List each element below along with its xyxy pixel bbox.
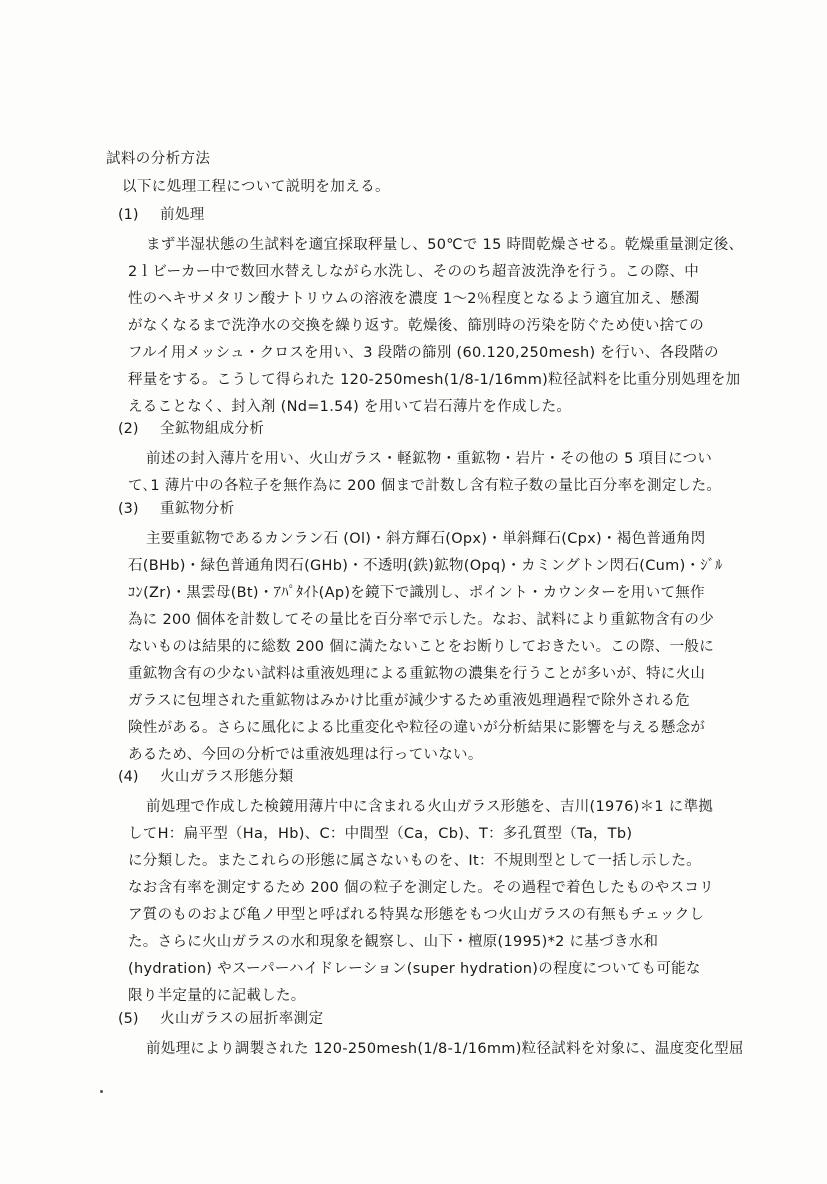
section-1-line: 秤量をする。こうして得られた 120-250mesh(1/8-1/16mm)粒径試料を比重分別処理を加 [128, 372, 741, 388]
section-4-line: してH：扁平型（Ha，Hb)、C：中間型（Ca，Cb)、T：多孔質型（Ta，Tb) [128, 826, 633, 842]
section-4-line: なお含有率を測定するため 200 個の粒子を測定した。その過程で着色したものやスコリ [128, 880, 714, 896]
section-3-line: ｺﾝ(Zr)・黒雲母(Bt)・ｱﾊﾟﾀｲﾄ(Ap)を鏡下で識別し、ポイント・カウンターを用いて無作 [128, 585, 705, 601]
section-4-number: (4) [118, 769, 139, 785]
section-3-line: 険性がある。さらに風化による比重変化や粒径の違いが分析結果に影響を与える懸念が [128, 720, 706, 736]
section-5-body [128, 1036, 744, 1063]
section-4-line: た。さらに火山ガラスの水和現象を観察し、山下・檀原(1995)*2 に基づき水和 [128, 934, 659, 950]
section-3-number: (3) [118, 501, 139, 517]
section-4-line: (hydration) やスーパーハイドレーション(super hydration)の程度についても可能な [128, 961, 701, 977]
section-4-line: に分類した。またこれらの形態に属さないものを、It：不規則型として一括し示した。 [128, 853, 701, 869]
section-1-line: 性のヘキサメタリン酸ナトリウムの溶液を濃度 1～2％程度となるよう適宜加え、懸濁 [128, 291, 700, 307]
section-2-body [128, 446, 722, 500]
section-1-line: がなくなるまで洗浄水の交換を繰り返す。乾燥後、篩別時の汚染を防ぐため使い捨ての [128, 318, 705, 334]
section-3-line: 石(BHb)・緑色普通角閃石(GHb)・不透明(鉄)鉱物(Opq)・カミングトン閃石(Cum)・ｼﾞﾙ [128, 558, 723, 574]
section-2-title: 全鉱物組成分析 [160, 421, 265, 437]
section-1-title: 前処理 [160, 207, 205, 223]
section-5-line: 前処理により調製された 120-250mesh(1/8-1/16mm)粒径試料を対象に、温度変化型屈 [146, 1041, 744, 1057]
section-3-title: 重鉱物分析 [160, 501, 235, 517]
section-2-line: 前述の封入薄片を用い、火山ガラス・軽鉱物・重鉱物・岩片・その他の 5 項目につい [146, 451, 713, 467]
section-4-line: ア質のものおよび亀ノ甲型と呼ばれる特異な形態をもつ火山ガラスの有無もチェックし [128, 907, 705, 923]
section-4-line: 前処理で作成した検鏡用薄片中に含まれる火山ガラス形態を、吉川(1976)＊1 に準拠 [146, 799, 714, 815]
section-5-number: (5) [118, 1011, 139, 1027]
section-2-number: (2) [118, 421, 139, 437]
section-4-body [128, 794, 714, 1010]
section-1-number: (1) [118, 207, 139, 223]
section-1-line: 2ｌビーカー中で数回水替えしながら水洗し、そののち超音波洗浄を行う。この際、中 [128, 264, 700, 280]
section-3-body [128, 526, 723, 769]
section-1-body [128, 232, 744, 421]
section-3-line: ガラスに包埋された重鉱物はみかけ比重が減少するため重液処理過程で除外される危 [128, 693, 690, 709]
section-3-line: 為に 200 個体を計数してその量比を百分率で示した。なお、試料により重鉱物含有の少 [128, 612, 714, 628]
section-3-line: ないものは結果的に総数 200 個に満たないことをお断りしておきたい。この際、一般に [128, 639, 714, 655]
section-2-line: て､1 薄片中の各粒子を無作為に 200 個まで計数し含有粒子数の量比百分率を測定した。 [128, 478, 722, 494]
section-4-line: 限り半定量的に記載した。 [128, 988, 306, 1004]
document-heading: 試料の分析方法 [106, 151, 211, 167]
section-3-line: 重鉱物含有の少ない試料は重液処理による重鉱物の濃集を行うことが多いが、特に火山 [128, 666, 706, 682]
section-5-title: 火山ガラスの屈折率測定 [160, 1011, 324, 1027]
intro-text: 以下に処理工程について説明を加える。 [122, 179, 390, 195]
section-3-line: 主要重鉱物であるカンラン石 (Ol)・斜方輝石(Opx)・単斜輝石(Cpx)・褐色普通角閃 [146, 531, 706, 547]
section-1-line: まず半湿状態の生試料を適宜採取秤量し、50℃で 15 時間乾燥させる。乾燥重量測定後、 [146, 237, 744, 253]
section-3-line: あるため、今回の分析では重液処理は行っていない。 [128, 747, 483, 763]
section-4-title: 火山ガラス形態分類 [160, 769, 294, 785]
scan-speck [100, 1090, 103, 1093]
section-1-line: えることなく、封入剤 (Nd=1.54) を用いて岩石薄片を作成した。 [128, 399, 572, 415]
section-1-line: フルイ用メッシュ・クロスを用い、3 段階の篩別 (60.120,250mesh) を行い、各段階の [128, 345, 719, 361]
